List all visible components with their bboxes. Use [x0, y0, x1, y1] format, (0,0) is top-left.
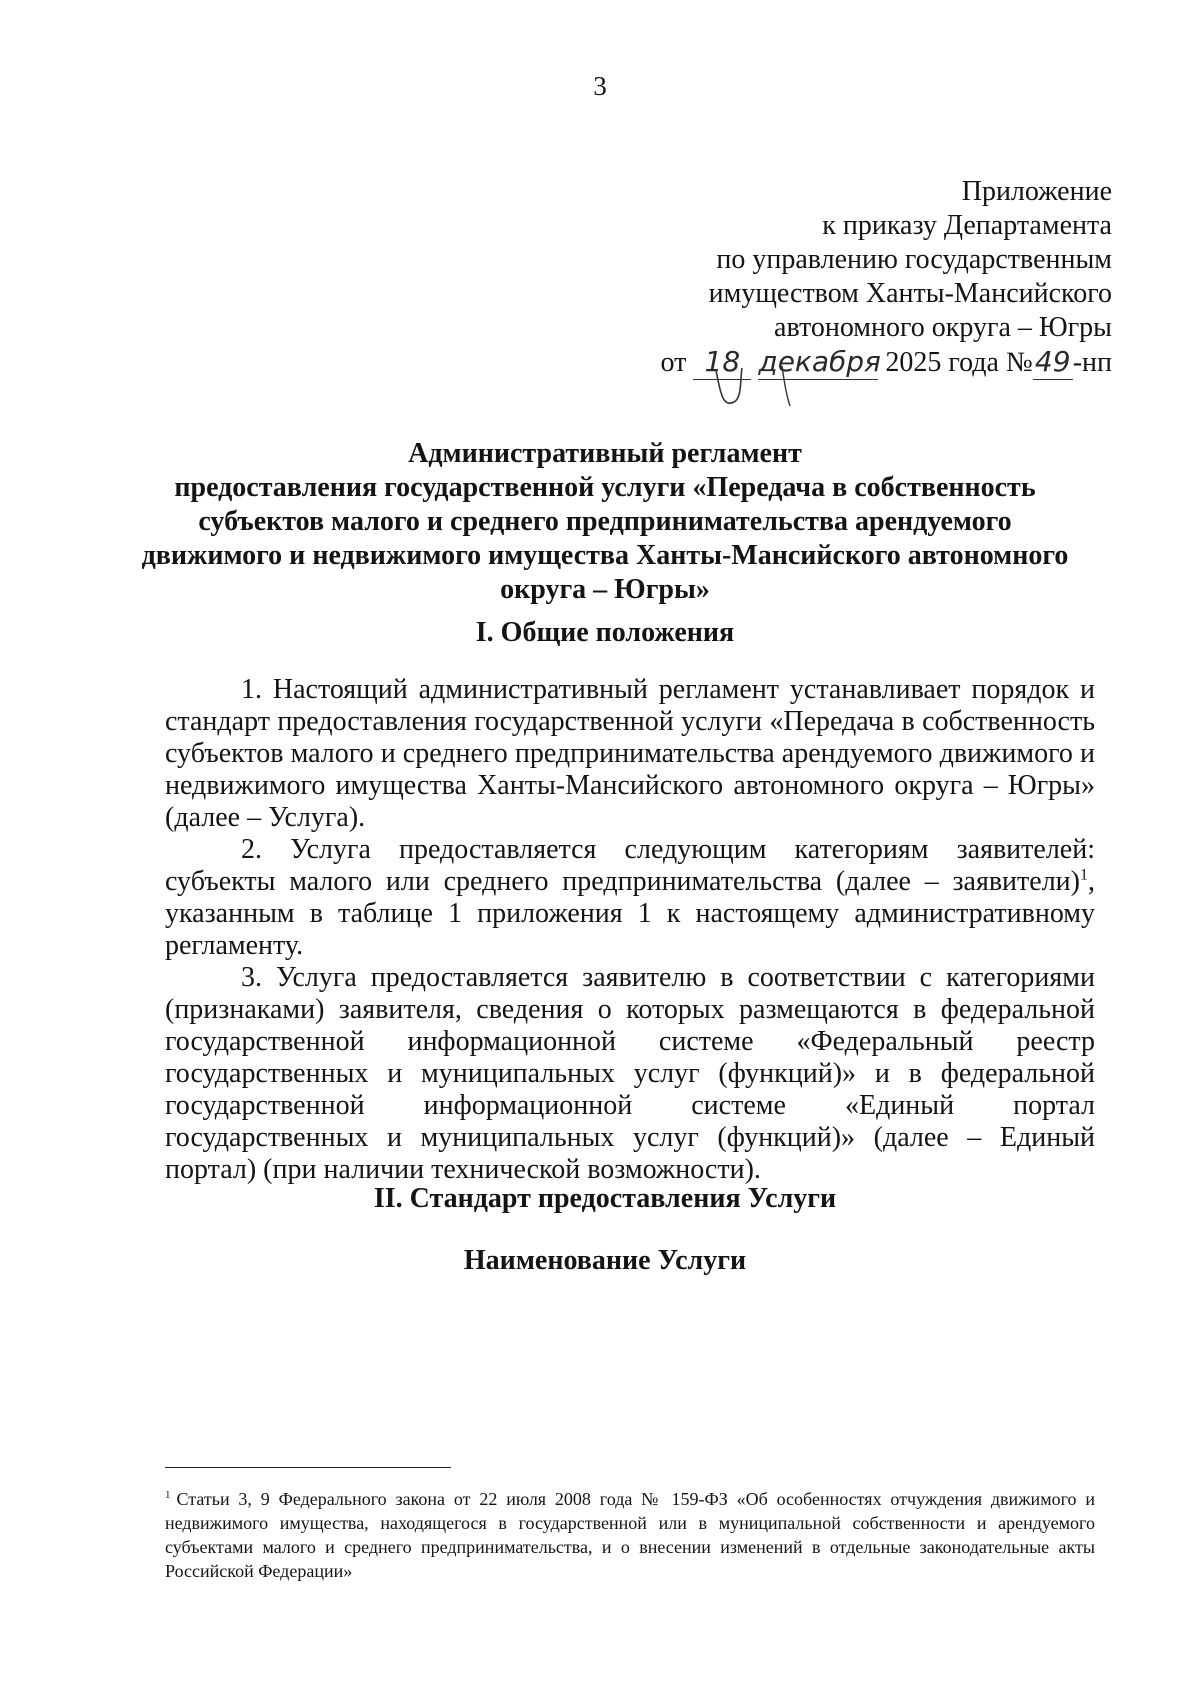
appendix-line-3: по управлению государственным	[716, 244, 1112, 275]
title-line-5: округа – Югры»	[500, 574, 710, 605]
section-1-body	[165, 674, 1095, 1186]
title-line-3: субъектов малого и среднего предпринимательства арендуемого	[198, 506, 1012, 537]
title-line-2: предоставления государственной услуги «Передача в собственность	[174, 472, 1036, 503]
paragraph-2	[165, 834, 1095, 962]
title-line-1: Административный регламент	[408, 438, 802, 469]
footnote-mark: 1	[165, 1489, 171, 1501]
handwritten-doc-number: 49	[1033, 345, 1073, 380]
footnote-divider	[165, 1467, 451, 1468]
date-prefix: от	[660, 347, 687, 378]
appendix-line-5: автономного округа – Югры	[774, 312, 1112, 343]
section-1-heading: I. Общие положения	[475, 617, 735, 648]
handwritten-scribble	[712, 360, 882, 420]
title-line-4: движимого и недвижимого имущества Ханты-Мансийского автономного	[141, 540, 1069, 571]
footnote	[165, 1483, 1095, 1583]
paragraph-2-tail: , указанным в таблице 1 приложения 1 к настоящему административному регламенту.	[165, 866, 1095, 961]
paragraph-3: 3. Услуга предоставляется заявителю в соответствии с категориями (признаками) заявителя, сведения о которых размещаются в федеральной государственной информационной системе «Федеральный реестр государственных и муниципальных услуг (функций)» и в федеральной государственной информационной системе «Единый портал государственных и муниципальных услуг (функций)» (далее – Единый портал) (при наличии технической возможности).	[165, 962, 1095, 1185]
footnote-text: Статьи 3, 9 Федерального закона от 22 июля 2008 года № 159-ФЗ «Об особенностях отчуждения движимого и недвижимого имущества, находящегося в государственной или в муниципальной собственности и арендуемого субъектами малого и среднего предпринимательства, и о внесении изменений в отдельные законодательные акты Российской Федерации»	[165, 1489, 1095, 1581]
paragraph-1: 1. Настоящий административный регламент устанавливает порядок и стандарт предоставления государственной услуги «Передача в собственность субъектов малого и среднего предпринимательства арендуемого движимого и недвижимого имущества Ханты-Мансийского автономного округа – Югры» (далее – Услуга).	[165, 674, 1095, 833]
appendix-line-1: Приложение	[961, 176, 1112, 207]
section-2-heading: II. Стандарт предоставления Услуги	[373, 1183, 837, 1214]
date-year: 2025 года №	[885, 347, 1033, 378]
page-number: 3	[593, 71, 607, 101]
handwritten-day: 18	[693, 345, 751, 380]
footnote-reference: 1	[1080, 866, 1088, 884]
handwritten-month: декабря	[758, 345, 881, 378]
document-title	[140, 437, 1070, 607]
doc-suffix: -нп	[1072, 347, 1112, 378]
section-2-subheading: Наименование Услуги	[463, 1245, 747, 1276]
appendix-line-2: к приказу Департамента	[822, 210, 1112, 241]
paragraph-2-main: 2. Услуга предоставляется следующим категориям заявителей: субъекты малого или среднего предпринимательства (далее – заявители)	[165, 834, 1095, 897]
appendix-line-4: имуществом Ханты-Мансийского	[708, 278, 1112, 309]
appendix-block	[552, 175, 1112, 380]
